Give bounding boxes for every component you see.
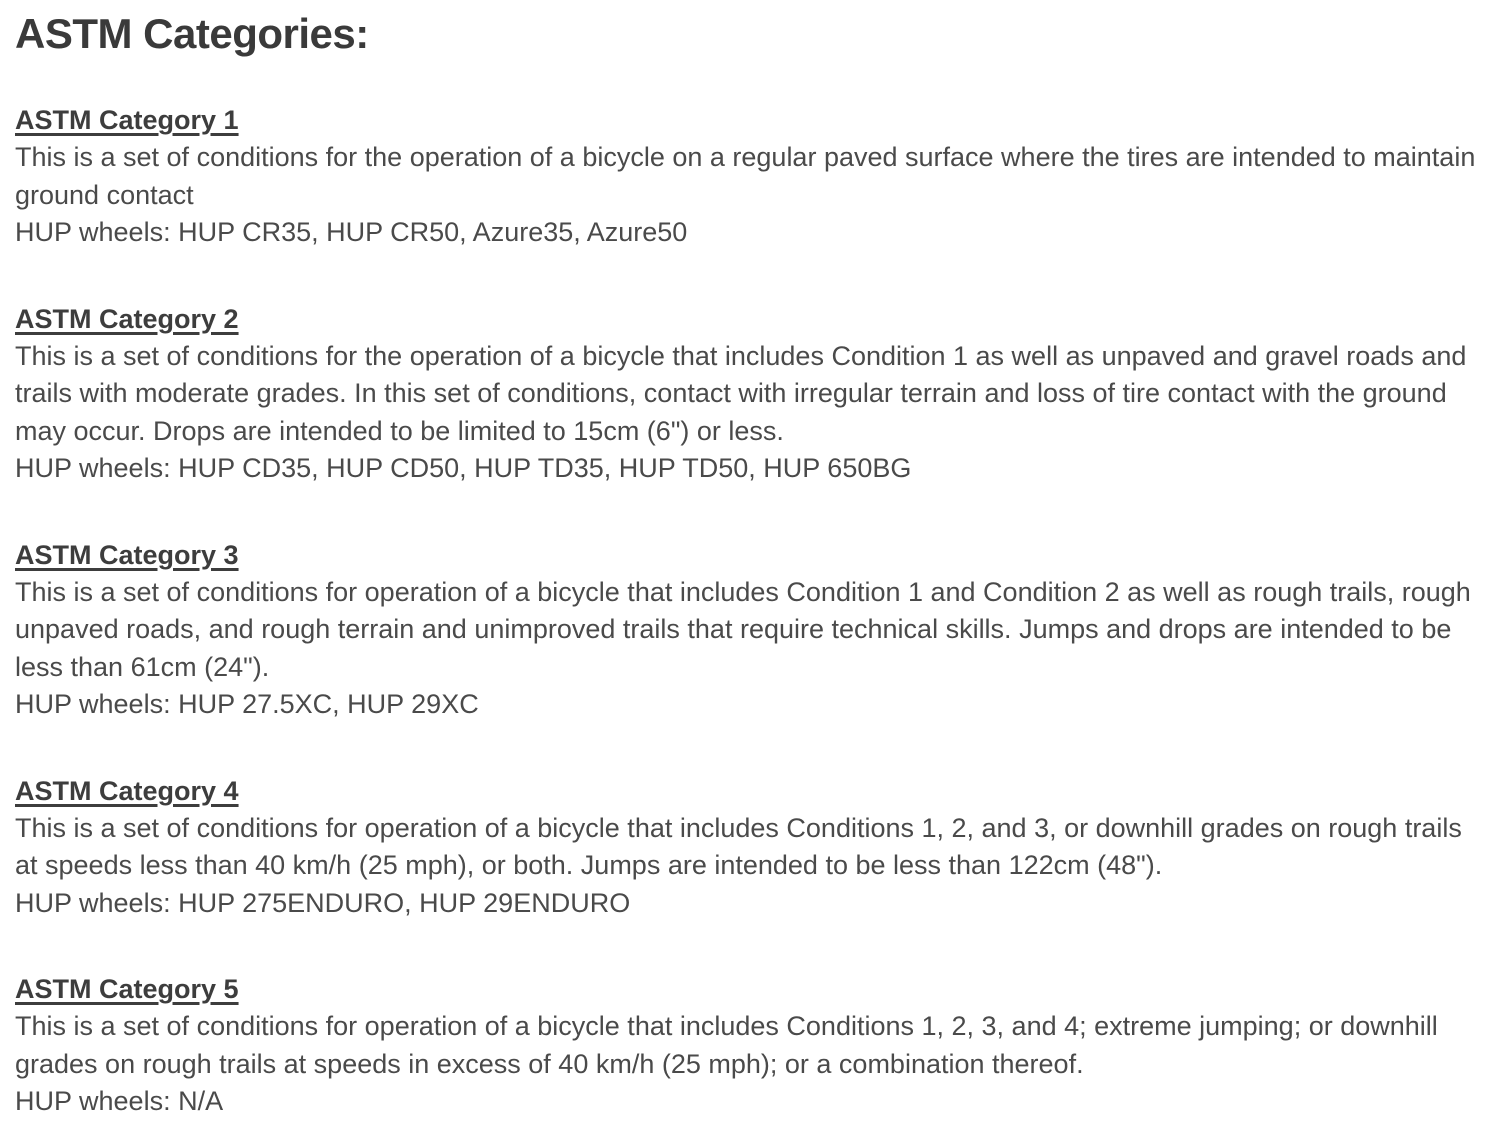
section-description: This is a set of conditions for operation of a bicycle that includes Conditions 1, 2, and 3, or downhill grades on rough trails at speeds less than 40 km/h (25 mph), or both. Jumps are intended to be less than 122cm (48"). [15,812,1462,881]
section-description: This is a set of conditions for operation of a bicycle that includes Condition 1 and Condition 2 as well as rough trails, rough unpaved roads, and rough terrain and unimproved trails that require technical skills. Jumps and drops are intended to be less than 61cm (24"). [15,576,1471,682]
astm-category-2-section [15,301,1485,488]
astm-category-1-section [15,102,1485,252]
astm-category-3-section [15,537,1485,724]
astm-category-5-section [15,971,1485,1121]
section-wheels: HUP wheels: HUP CR35, HUP CR50, Azure35, Azure50 [15,217,688,248]
page-title: ASTM Categories: [15,10,369,57]
section-heading: ASTM Category 5 [15,974,239,1005]
section-wheels: HUP wheels: HUP CD35, HUP CD50, HUP TD35, HUP TD50, HUP 650BG [15,453,912,484]
section-description: This is a set of conditions for the operation of a bicycle that includes Condition 1 as well as unpaved and gravel roads and trails with moderate grades. In this set of conditions, contact with irregular terrain and loss of tire contact with the ground may occur. Drops are intended to be limited to 15cm (6") or less. [15,340,1467,446]
section-description: This is a set of conditions for the operation of a bicycle on a regular paved surface where the tires are intended to maintain ground contact [15,142,1476,210]
astm-category-4-section [15,773,1485,923]
section-wheels: HUP wheels: N/A [15,1086,224,1117]
category-sections [15,102,1486,1121]
section-wheels: HUP wheels: HUP 275ENDURO, HUP 29ENDURO [15,887,631,918]
section-heading: ASTM Category 2 [15,303,239,334]
section-heading: ASTM Category 3 [15,539,239,570]
section-heading: ASTM Category 1 [15,105,239,136]
section-heading: ASTM Category 4 [15,775,239,806]
section-description: This is a set of conditions for operation of a bicycle that includes Conditions 1, 2, 3, and 4; extreme jumping; or downhill grades on rough trails at speeds in excess of 40 km/h (25 mph); or a combination thereof. [15,1011,1438,1079]
section-wheels: HUP wheels: HUP 27.5XC, HUP 29XC [15,689,479,720]
